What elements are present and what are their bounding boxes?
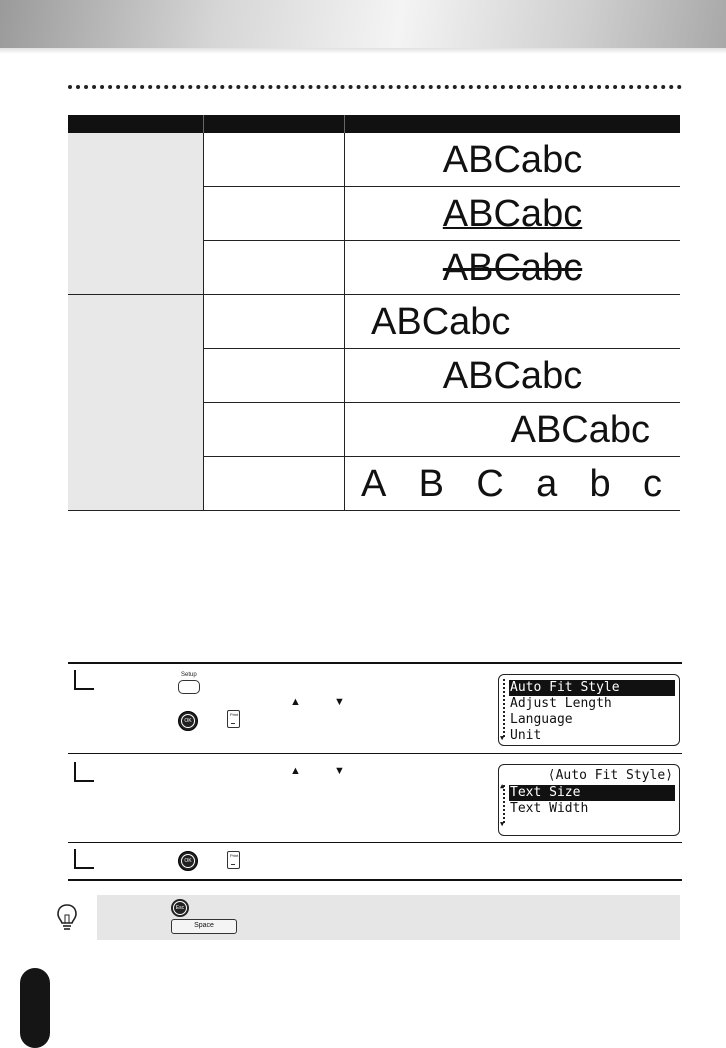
lcd-menu-item: Unit <box>510 728 542 743</box>
justify-letter: a <box>536 463 558 505</box>
space-key-icon: Space <box>171 919 237 934</box>
sample-plain: ABCabc <box>442 139 583 181</box>
table-row <box>204 187 680 241</box>
row-name <box>204 241 345 294</box>
scroll-indicator <box>503 785 505 823</box>
table-row <box>204 241 680 294</box>
lcd-title: ⟨Auto Fit Style⟩ <box>547 768 673 783</box>
scroll-indicator <box>503 679 505 737</box>
sample-strikethrough: ABCabc <box>442 247 583 289</box>
table-row <box>204 403 680 457</box>
scroll-up-icon: ▲ <box>500 782 505 790</box>
lcd-display-submenu <box>498 764 680 836</box>
table-header <box>68 115 680 133</box>
row-name <box>204 349 345 402</box>
justify-letter: B <box>418 463 445 505</box>
step-3 <box>68 843 682 881</box>
dotted-divider <box>68 85 682 89</box>
ok-button-icon: OK <box>178 711 198 731</box>
down-arrow-icon: ▼ <box>334 696 345 708</box>
ok-button-icon: OK <box>178 851 198 871</box>
group-label <box>68 295 204 510</box>
row-name <box>204 457 345 510</box>
lcd-menu-item-selected: Auto Fit Style <box>509 680 675 696</box>
lcd-menu-item: Language <box>510 712 573 727</box>
sample-align-left: ABCabc <box>371 301 511 343</box>
justify-letter: C <box>476 463 504 505</box>
row-name <box>204 133 345 186</box>
table-row <box>204 133 680 187</box>
table-group-2 <box>68 295 680 511</box>
style-table <box>68 115 680 511</box>
scroll-down-icon: ▼ <box>500 820 505 828</box>
lcd-menu-item: Text Width <box>510 801 589 816</box>
row-name <box>204 403 345 456</box>
print-key-icon: Print <box>227 710 240 728</box>
table-header-col-3 <box>345 115 680 133</box>
up-arrow-icon: ▲ <box>290 765 301 777</box>
lcd-display-menu <box>498 674 680 746</box>
step-number-marker <box>74 762 94 782</box>
table-header-col-1 <box>68 115 204 133</box>
page-number-tab <box>20 968 50 1048</box>
step-number-marker <box>74 849 94 869</box>
setup-key-label: Setup <box>181 672 197 678</box>
print-key-icon: Print <box>227 851 240 869</box>
step-2 <box>68 754 682 843</box>
step-number-marker <box>74 670 94 690</box>
table-row <box>204 295 680 349</box>
sample-underline: ABCabc <box>442 193 583 235</box>
setup-key-icon <box>178 680 200 694</box>
row-name <box>204 187 345 240</box>
group-label <box>68 133 204 294</box>
page-header-band <box>0 0 726 48</box>
lightbulb-icon <box>57 903 77 933</box>
up-arrow-icon: ▲ <box>290 696 301 708</box>
step-1 <box>68 664 682 754</box>
sample-align-center: ABCabc <box>442 355 583 397</box>
scroll-down-icon: ▼ <box>500 734 505 742</box>
sample-justify <box>361 464 662 504</box>
table-row <box>204 349 680 403</box>
row-name <box>204 295 345 348</box>
justify-letter: c <box>642 463 662 505</box>
justify-letter: b <box>589 463 611 505</box>
lcd-menu-item-selected: Text Size <box>509 785 675 801</box>
table-row <box>204 457 680 510</box>
table-header-col-2 <box>204 115 345 133</box>
justify-letter: A <box>361 463 387 505</box>
esc-button-icon: Esc <box>171 899 189 917</box>
sample-align-right: ABCabc <box>510 409 650 451</box>
down-arrow-icon: ▼ <box>334 765 345 777</box>
lcd-menu-item: Adjust Length <box>510 696 612 711</box>
table-group-1 <box>68 133 680 295</box>
procedure-steps <box>68 662 682 881</box>
